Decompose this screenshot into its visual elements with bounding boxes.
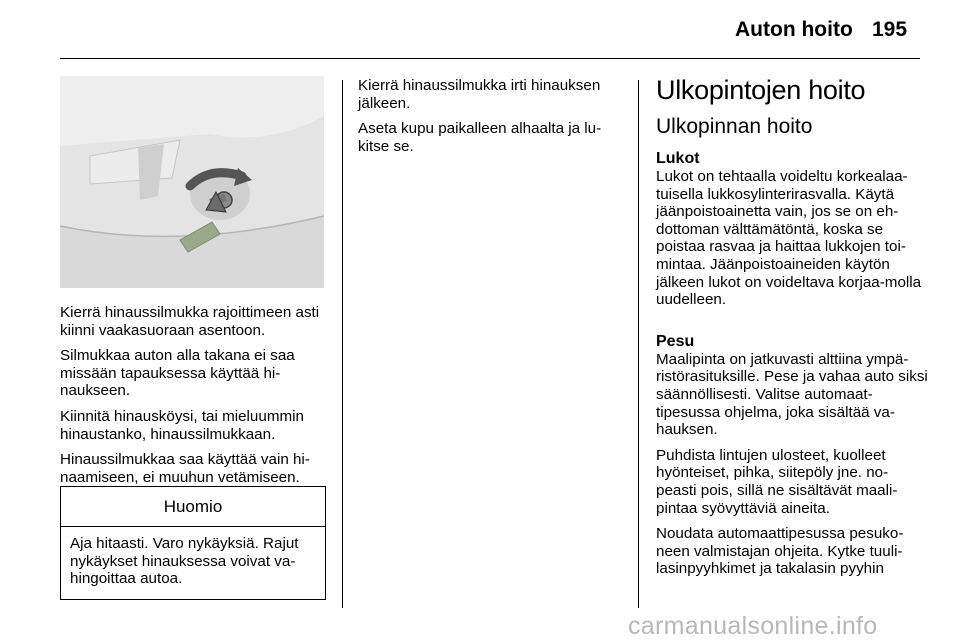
paragraph: Puhdista lintujen ulosteet, kuolleet hyönteiset, pihka, siitepöly jne. no-peasti pois, sillä ne sisältävät maali-pintaa syövyttäviä aineita. xyxy=(656,446,898,517)
paragraph: Lukot on tehtaalla voideltu korkealaa-tuisella lukkosylinterirasvalla. Käytä jäänpoistoainetta vain, jos se on eh-dottoman välttämätöntä, koska se poistaa rasvaa ja haittaa lukkojen toi-mintaa. Jäänpoistoaineiden käytön jälkeen lukot on voideltava korjaa-molla uudelleen. xyxy=(656,168,922,309)
paragraph: Silmukkaa auton alla takana ei saa missään tapauksessa käyttää hi-naukseen. xyxy=(60,347,295,400)
tow-eye-drawing xyxy=(60,76,324,288)
subsection-heading-locks: Lukot xyxy=(656,150,700,167)
right-column xyxy=(656,74,928,586)
chapter-heading: Ulkopintojen hoito xyxy=(656,75,866,105)
watermark: carmanualsonline.info xyxy=(628,612,878,640)
subsection-heading-washing: Pesu xyxy=(656,332,695,350)
page-number: 195 xyxy=(872,18,908,41)
paragraph: Noudata automaattipesussa pesuko-neen valmistajan ohjeita. Kytke tuuli-lasinpyyhkimet ja takalasin pyyhin xyxy=(656,525,904,578)
section-title: Auton hoito xyxy=(735,18,853,41)
paragraph: Kiinnitä hinausköysi, tai mieluummin hinaustanko, hinaussilmukkaan. xyxy=(60,407,304,443)
notice-box xyxy=(60,486,326,600)
paragraph: Kierrä hinaussilmukka rajoittimeen asti kiinni vaakasuoraan asentoon. xyxy=(60,304,320,339)
notice-text: Aja hitaasti. Varo nykäyksiä. Rajut nykäykset hinauksessa voivat va-hingoittaa autoa. xyxy=(70,535,299,588)
middle-column xyxy=(358,77,624,163)
paragraph: Hinaussilmukkaa saa käyttää vain hi-naamiseen, ei muuhun vetämiseen. xyxy=(60,451,310,486)
paragraph: Kierrä hinaussilmukka irti hinauksen jälkeen. xyxy=(358,77,601,112)
notice-title: Huomio xyxy=(61,487,325,527)
paragraph: Aseta kupu paikalleen alhaalta ja lu-kitse se. xyxy=(358,120,602,155)
paragraph: Maalipinta on jatkuvasti alttiina ympä-ristörasituksille. Pese ja vahaa auto siksi säännöllisesti. Valitse automaat-tipesussa ohjelma, joka sisältää va-hauksen. xyxy=(656,350,928,439)
header-rule xyxy=(60,58,920,59)
left-column xyxy=(60,304,326,494)
column-divider-left xyxy=(342,80,343,608)
page-header xyxy=(0,0,960,60)
section-heading: Ulkopinnan hoito xyxy=(656,115,813,138)
tow-eye-illustration xyxy=(60,76,324,288)
column-divider-right xyxy=(638,80,639,608)
